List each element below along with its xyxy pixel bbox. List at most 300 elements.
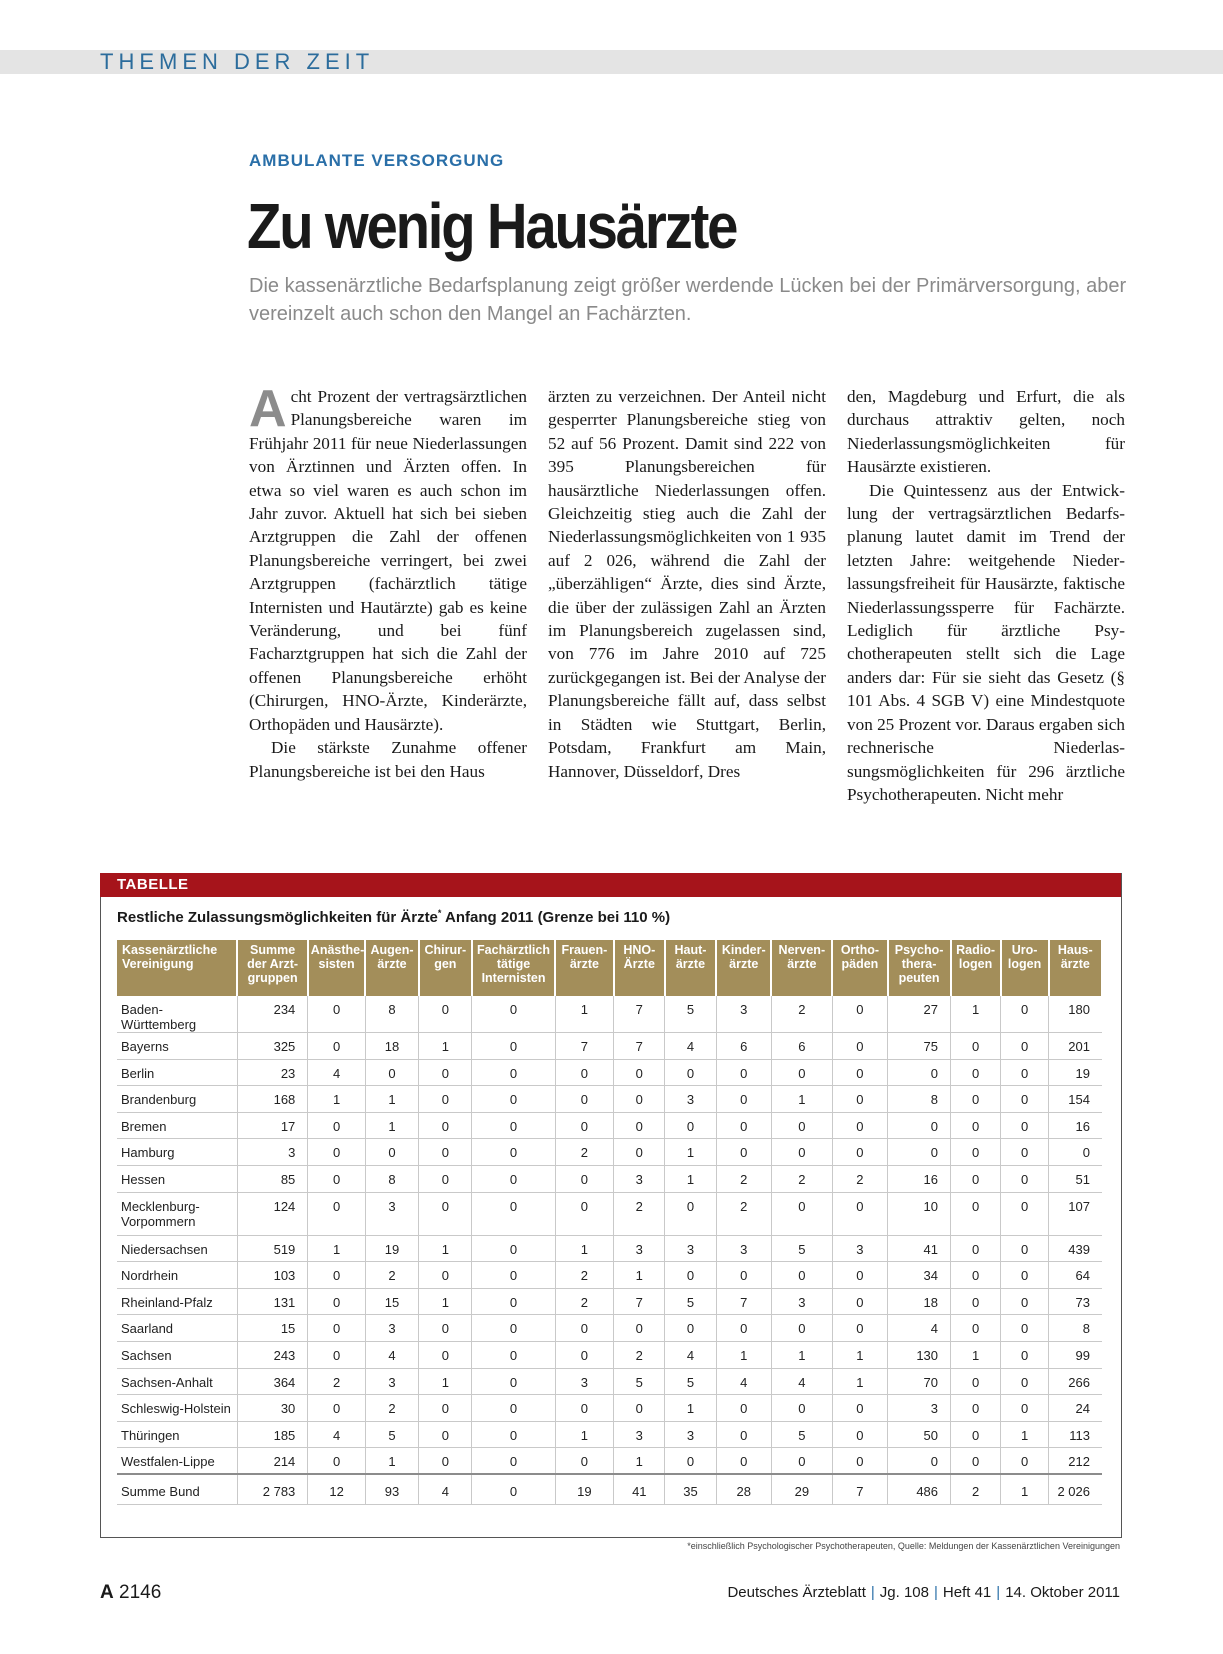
table-cell: 0 (472, 1235, 555, 1262)
table-cell: 168 (237, 1086, 307, 1113)
data-table (117, 940, 1103, 1505)
table-cell: 0 (472, 1474, 555, 1504)
table-cell: 28 (716, 1474, 771, 1504)
table-cell: 0 (472, 1033, 555, 1060)
table-cell: 0 (614, 1112, 665, 1139)
table-cell: 5 (771, 1235, 832, 1262)
table-cell: 0 (555, 1059, 614, 1086)
table-cell: 0 (1001, 1368, 1049, 1395)
table-cell: 3 (365, 1368, 418, 1395)
table-cell: 1 (419, 1368, 472, 1395)
table-cell: 0 (832, 1262, 887, 1289)
table-cell: 234 (237, 996, 307, 1033)
table-cell: 8 (1049, 1315, 1102, 1342)
table-cell: 0 (472, 1288, 555, 1315)
table-cell: 1 (555, 1235, 614, 1262)
table-cell: 212 (1049, 1448, 1102, 1475)
table-cell: 16 (1049, 1112, 1102, 1139)
table-body (117, 996, 1102, 1504)
table-cell: 0 (308, 1262, 366, 1289)
table-cell: 1 (665, 1165, 716, 1192)
table-cell: 2 (365, 1395, 418, 1422)
dropcap: A (249, 380, 287, 438)
table-cell: 1 (1001, 1421, 1049, 1448)
table-cell: 0 (419, 1262, 472, 1289)
table-cell: 0 (832, 1086, 887, 1113)
table-cell: 5 (665, 1368, 716, 1395)
row-label: Sachsen-Anhalt (117, 1368, 237, 1395)
row-label: Sachsen (117, 1341, 237, 1368)
table-cell: 0 (472, 1368, 555, 1395)
table-cell: 0 (1001, 1341, 1049, 1368)
table-cell: 0 (1001, 1033, 1049, 1060)
table-cell: 0 (308, 996, 366, 1033)
table-cell: 325 (237, 1033, 307, 1060)
table-cell: 70 (888, 1368, 951, 1395)
table-row (117, 1192, 1102, 1235)
table-cell: 10 (888, 1192, 951, 1235)
table-cell: 1 (614, 1262, 665, 1289)
table-cell: 34 (888, 1262, 951, 1289)
table-cell: 4 (419, 1474, 472, 1504)
table-cell: 0 (888, 1139, 951, 1166)
body-column-1 (249, 380, 527, 783)
table-header-row (117, 940, 1102, 996)
row-label: Hessen (117, 1165, 237, 1192)
table-cell: 1 (832, 1368, 887, 1395)
journal-info: Deutsches Ärzteblatt | Jg. 108 | Heft 41 | 14. Oktober 2011 (727, 1584, 1120, 1601)
table-row (117, 1059, 1102, 1086)
table-cell: 5 (665, 1288, 716, 1315)
row-label: Hamburg (117, 1139, 237, 1166)
table-cell: 1 (419, 1235, 472, 1262)
table-cell: 18 (888, 1288, 951, 1315)
table-cell: 0 (665, 1192, 716, 1235)
table-cell: 1 (614, 1448, 665, 1475)
paragraph: den, Magdeburg und Erfurt, die als durchaus attraktiv gelten, noch Niederlassungsmöglichkeiten für Hausärzte existieren. (847, 387, 1125, 477)
row-label: Mecklenburg-Vorpommern (117, 1192, 237, 1235)
table-cell: 4 (771, 1368, 832, 1395)
table-cell: 266 (1049, 1368, 1102, 1395)
table-row (117, 1315, 1102, 1342)
table-cell: 8 (888, 1086, 951, 1113)
table-footnote: *einschließlich Psychologischer Psychotherapeuten, Quelle: Meldungen der Kassenärztlichen Vereinigungen (687, 1541, 1120, 1551)
table-cell: 1 (365, 1112, 418, 1139)
table-cell: 2 (614, 1192, 665, 1235)
table-cell: 0 (1001, 1086, 1049, 1113)
table-cell: 8 (365, 1165, 418, 1192)
table-cell: 3 (771, 1288, 832, 1315)
table-cell: 7 (832, 1474, 887, 1504)
table-cell: 0 (1001, 1139, 1049, 1166)
table-cell: 154 (1049, 1086, 1102, 1113)
kicker: AMBULANTE VERSORGUNG (249, 151, 505, 170)
table-cell: 0 (365, 1139, 418, 1166)
page-number (100, 1582, 161, 1604)
table-cell: 2 (365, 1262, 418, 1289)
row-label: Westfalen-Lippe (117, 1448, 237, 1475)
table-cell: 5 (614, 1368, 665, 1395)
table-cell: 0 (951, 1262, 1001, 1289)
table-cell: 0 (308, 1448, 366, 1475)
table-cell: 4 (888, 1315, 951, 1342)
table-cell: 35 (665, 1474, 716, 1504)
row-label: Niedersachsen (117, 1235, 237, 1262)
table-cell: 1 (951, 1341, 1001, 1368)
table-cell: 0 (472, 1315, 555, 1342)
table-row (117, 1033, 1102, 1060)
table-cell: 6 (716, 1033, 771, 1060)
row-label: Bayerns (117, 1033, 237, 1060)
table-cell: 0 (951, 1315, 1001, 1342)
table-cell: 0 (665, 1315, 716, 1342)
body-column-3 (847, 385, 1125, 806)
table-cell: 64 (1049, 1262, 1102, 1289)
table-cell: 0 (419, 1341, 472, 1368)
row-label: Bremen (117, 1112, 237, 1139)
table-cell: 0 (308, 1315, 366, 1342)
table-cell: 1 (716, 1341, 771, 1368)
table-caption (117, 908, 670, 926)
table-cell: 2 (308, 1368, 366, 1395)
table-cell: 0 (1001, 1235, 1049, 1262)
table-cell: 73 (1049, 1288, 1102, 1315)
table-row (117, 1368, 1102, 1395)
table-cell: 0 (472, 1421, 555, 1448)
table-cell: 0 (555, 1086, 614, 1113)
column-header: Radiologen (951, 940, 1001, 996)
table-cell: 3 (365, 1192, 418, 1235)
table-cell: 0 (365, 1059, 418, 1086)
table-cell: 107 (1049, 1192, 1102, 1235)
table-cell: 0 (716, 1262, 771, 1289)
column-header: Nervenärzte (771, 940, 832, 996)
table-cell: 0 (419, 1112, 472, 1139)
table-cell: 0 (951, 1086, 1001, 1113)
table-cell: 0 (419, 1315, 472, 1342)
table-cell: 0 (614, 1059, 665, 1086)
table-cell: 18 (365, 1033, 418, 1060)
table-cell: 2 (832, 1165, 887, 1192)
table-cell: 0 (832, 996, 887, 1033)
table-cell: 0 (951, 1059, 1001, 1086)
table-cell: 0 (555, 1448, 614, 1475)
table-cell: 19 (555, 1474, 614, 1504)
table-cell: 41 (888, 1235, 951, 1262)
folio-prefix: A (100, 1582, 114, 1603)
table-cell: 1 (308, 1086, 366, 1113)
table-cell: 0 (665, 1448, 716, 1475)
table-cell: 0 (308, 1033, 366, 1060)
table-cell: 0 (771, 1112, 832, 1139)
table-cell: 0 (951, 1033, 1001, 1060)
table-cell: 0 (832, 1448, 887, 1475)
table-cell: 4 (665, 1341, 716, 1368)
table-cell: 0 (888, 1112, 951, 1139)
row-label: Berlin (117, 1059, 237, 1086)
table-cell: 0 (771, 1315, 832, 1342)
table-cell: 0 (951, 1288, 1001, 1315)
column-header: Anästhesisten (308, 940, 366, 996)
table-cell: 1 (832, 1341, 887, 1368)
table-row (117, 1341, 1102, 1368)
table-label-bar (100, 873, 1121, 897)
table-cell: 3 (614, 1165, 665, 1192)
table-row (117, 1288, 1102, 1315)
table-cell: 30 (237, 1395, 307, 1422)
table-cell: 439 (1049, 1235, 1102, 1262)
table-cell: 0 (419, 1192, 472, 1235)
table-cell: 0 (665, 1059, 716, 1086)
table-cell: 2 026 (1049, 1474, 1102, 1504)
table-cell: 214 (237, 1448, 307, 1475)
table-cell: 2 (555, 1288, 614, 1315)
page-title: Zu wenig Hausärzte (247, 190, 737, 262)
table-cell: 0 (555, 1315, 614, 1342)
table-cell: 0 (308, 1192, 366, 1235)
table-cell: 0 (951, 1139, 1001, 1166)
table-cell: 0 (716, 1395, 771, 1422)
column-header: Fachärztlich tätige Internisten (472, 940, 555, 996)
table-cell: 0 (951, 1395, 1001, 1422)
table-row (117, 1421, 1102, 1448)
table-cell: 0 (472, 1192, 555, 1235)
table-cell: 1 (555, 1421, 614, 1448)
table-cell: 0 (888, 1448, 951, 1475)
table-cell: 0 (472, 996, 555, 1033)
table-cell: 27 (888, 996, 951, 1033)
table-cell: 0 (308, 1165, 366, 1192)
table-cell: 0 (614, 1086, 665, 1113)
table-cell: 0 (1001, 1262, 1049, 1289)
table-cell: 130 (888, 1341, 951, 1368)
table-cell: 1 (365, 1086, 418, 1113)
table-cell: 0 (614, 1315, 665, 1342)
table-cell: 4 (308, 1421, 366, 1448)
table-cell: 0 (1001, 996, 1049, 1033)
table-cell: 3 (665, 1086, 716, 1113)
table-cell: 7 (614, 1288, 665, 1315)
column-header: Kassenärztliche Vereinigung (117, 940, 237, 996)
column-header: Augenärzte (365, 940, 418, 996)
row-label: Rheinland-Pfalz (117, 1288, 237, 1315)
table-cell: 17 (237, 1112, 307, 1139)
table-cell: 3 (555, 1368, 614, 1395)
table-cell: 0 (614, 1139, 665, 1166)
table-cell: 0 (951, 1368, 1001, 1395)
column-header: Chirurgen (419, 940, 472, 996)
table-cell: 0 (308, 1288, 366, 1315)
table-cell: 0 (1001, 1288, 1049, 1315)
paragraph: ärzten zu verzeichnen. Der Anteil nicht gesperrter Planungsbereiche stieg von 52 auf 56 Prozent. Damit sind 222 von 395 Planungsbereichen für hausärztliche Niederlassungen offen. Gleichzeitig stieg auch die Zahl der Niederlassungsmöglichkeiten von 1 935 auf 2 026, während die Zahl der „überzähligen“ Ärzte, dies sind Ärzte, die über der zulässigen Zahl an Ärzten im Planungsbereich zugelassen sind, von 776 im Jahre 2010 auf 725 zurückgegangen ist. Bei der Analyse der Planungsbereiche fällt auf, dass selbst in Städten wie Stuttgart, Berlin, Potsdam, Frankfurt am Main, Hannover, Düsseldorf, Dres (548, 387, 826, 781)
journal-issue: Heft 41 (942, 1584, 992, 1601)
table-cell: 6 (771, 1033, 832, 1060)
table-cell: 180 (1049, 996, 1102, 1033)
table-cell: 3 (716, 996, 771, 1033)
column-header: Frauenärzte (555, 940, 614, 996)
table-cell: 0 (614, 1395, 665, 1422)
table-cell: 15 (365, 1288, 418, 1315)
table-cell: 4 (716, 1368, 771, 1395)
table-cell: 0 (308, 1112, 366, 1139)
table-row (117, 1112, 1102, 1139)
table-cell: 0 (771, 1448, 832, 1475)
table-cell: 0 (951, 1112, 1001, 1139)
table-cell: 113 (1049, 1421, 1102, 1448)
table-cell: 3 (832, 1235, 887, 1262)
paragraph: Die stärkste Zunahme offener Planungsbereiche ist bei den Haus (249, 738, 527, 781)
table-cell: 15 (237, 1315, 307, 1342)
paragraph: Die Quintessenz aus der Entwicklung der vertragsärztlichen Bedarfsplanung lautet damit im Trend der letzten Jahre: weitgehende Niederlassungsfreiheit für Hausärzte, faktische Niederlassungssperre für Fachärzte. Lediglich für ärztliche Psychotherapeuten stellt sich die Lage anders dar: Für sie sieht das Gesetz (§ 101 Abs. 4 SGB V) eine Mindestquote von 25 Prozent vor. Daraus ergaben sich rechnerische Niederlassungsmöglichkeiten für 296 ärztliche Psychotherapeuten. Nicht mehr (847, 480, 1125, 804)
table-cell: 0 (716, 1139, 771, 1166)
table-cell: 3 (614, 1235, 665, 1262)
table-cell: 12 (308, 1474, 366, 1504)
paragraph-text: cht Prozent der vertragsärztlichen Planungsbereiche waren im Frühjahr 2011 für neue Niederlassungen von Ärztinnen und Ärzten offen. In etwa so viel waren es auch schon im Jahr zuvor. Aktuell hat sich bei sieben Arztgruppen die Zahl der offenen Planungsbereiche verringert, bei zwei Arztgruppen (fachärztlich tätige Internisten und Hautärzte) gab es keine Veränderung, und bei fünf Facharztgruppen hat sich die Zahl der offenen Planungsbereiche erhöht (Chirurgen, HNO-Ärzte, Kinderärzte, Orthopäden und Hausärzte). (249, 387, 527, 734)
table-row (117, 996, 1102, 1033)
table-cell: 2 (614, 1341, 665, 1368)
table-cell: 0 (832, 1288, 887, 1315)
table-cell: 0 (1001, 1395, 1049, 1422)
table-cell: 7 (716, 1288, 771, 1315)
table-cell: 0 (308, 1139, 366, 1166)
column-header: Hausärzte (1049, 940, 1102, 996)
table-cell: 0 (1001, 1165, 1049, 1192)
column-header: HNO-Ärzte (614, 940, 665, 996)
caption-text: Restliche Zulassungsmöglichkeiten für Ärzte (117, 909, 438, 926)
table-cell: 75 (888, 1033, 951, 1060)
table-cell: 0 (832, 1059, 887, 1086)
table-cell: 3 (716, 1235, 771, 1262)
paragraph (249, 380, 527, 736)
table-cell: 0 (555, 1341, 614, 1368)
table-cell: 0 (419, 1165, 472, 1192)
table-cell: 486 (888, 1474, 951, 1504)
table-cell: 1 (419, 1288, 472, 1315)
column-header: Kinderärzte (716, 940, 771, 996)
table-cell: 0 (832, 1395, 887, 1422)
caption-footnote-mark: * (437, 908, 442, 918)
table-cell: 2 (555, 1139, 614, 1166)
column-header: Urologen (1001, 940, 1049, 996)
table-cell: 0 (419, 1421, 472, 1448)
table-cell: 93 (365, 1474, 418, 1504)
table-cell: 3 (665, 1421, 716, 1448)
table-cell: 0 (308, 1395, 366, 1422)
table-cell: 23 (237, 1059, 307, 1086)
table-cell: 4 (365, 1341, 418, 1368)
table-row (117, 1235, 1102, 1262)
table-cell: 364 (237, 1368, 307, 1395)
table-cell: 0 (1001, 1315, 1049, 1342)
body-column-2 (548, 385, 826, 783)
table-row (117, 1448, 1102, 1475)
table-cell: 519 (237, 1235, 307, 1262)
table-cell: 0 (832, 1315, 887, 1342)
table-cell: 1 (951, 996, 1001, 1033)
table-cell: 0 (832, 1192, 887, 1235)
column-header: Orthopäden (832, 940, 887, 996)
table-cell: 5 (771, 1421, 832, 1448)
column-header: Hautärzte (665, 940, 716, 996)
table-cell: 0 (472, 1086, 555, 1113)
table-cell: 51 (1049, 1165, 1102, 1192)
table-cell: 16 (888, 1165, 951, 1192)
table-cell: 1 (1001, 1474, 1049, 1504)
table-cell: 3 (237, 1139, 307, 1166)
table-cell: 0 (555, 1165, 614, 1192)
table-cell: 0 (472, 1395, 555, 1422)
table-cell: 0 (951, 1421, 1001, 1448)
table-cell: 0 (1001, 1059, 1049, 1086)
caption-text-suffix: Anfang 2011 (Grenze bei 110 %) (441, 909, 671, 926)
table-cell: 0 (771, 1059, 832, 1086)
table-cell: 3 (665, 1235, 716, 1262)
folio-page: 2146 (119, 1582, 162, 1603)
table-cell: 1 (419, 1033, 472, 1060)
lead-text: Die kassenärztliche Bedarfsplanung zeigt größer werdende Lücken bei der Primärversorgung, aber vereinzelt auch schon den Mangel an Fachärzten. (249, 275, 1127, 325)
journal-date: 14. Oktober 2011 (1005, 1584, 1120, 1601)
row-label: Brandenburg (117, 1086, 237, 1113)
table-cell: 0 (771, 1192, 832, 1235)
table-cell: 1 (555, 996, 614, 1033)
table-cell: 1 (771, 1086, 832, 1113)
table-row (117, 1139, 1102, 1166)
table-cell: 0 (1001, 1448, 1049, 1475)
table-cell: 0 (665, 1112, 716, 1139)
table-row (117, 1165, 1102, 1192)
table-cell: 1 (665, 1395, 716, 1422)
table-cell: 1 (365, 1448, 418, 1475)
table-cell: 2 (555, 1262, 614, 1289)
table-cell: 0 (716, 1421, 771, 1448)
table-cell: 2 (771, 1165, 832, 1192)
table-cell: 0 (888, 1059, 951, 1086)
table-cell: 0 (419, 996, 472, 1033)
table-cell: 2 (771, 996, 832, 1033)
table-cell: 0 (472, 1448, 555, 1475)
table-cell: 0 (716, 1112, 771, 1139)
table-cell: 201 (1049, 1033, 1102, 1060)
table-cell: 0 (951, 1448, 1001, 1475)
table-cell: 0 (472, 1059, 555, 1086)
section-label: THEMEN DER ZEIT (100, 49, 375, 74)
table-cell: 4 (308, 1059, 366, 1086)
table-cell: 0 (832, 1033, 887, 1060)
row-label: Summe Bund (117, 1474, 237, 1504)
table-cell: 5 (665, 996, 716, 1033)
table-cell: 0 (1001, 1112, 1049, 1139)
table-cell: 1 (308, 1235, 366, 1262)
table-cell: 124 (237, 1192, 307, 1235)
table-cell: 0 (951, 1192, 1001, 1235)
table-cell: 0 (771, 1395, 832, 1422)
table-cell: 0 (472, 1165, 555, 1192)
table-cell: 0 (832, 1112, 887, 1139)
table-cell: 0 (1049, 1139, 1102, 1166)
table-cell: 0 (472, 1112, 555, 1139)
table-cell: 0 (771, 1139, 832, 1166)
table-cell: 0 (419, 1139, 472, 1166)
table-cell: 0 (665, 1262, 716, 1289)
column-header: Summe der Arztgruppen (237, 940, 307, 996)
journal-volume: Jg. 108 (879, 1584, 929, 1601)
table-cell: 85 (237, 1165, 307, 1192)
table-cell: 24 (1049, 1395, 1102, 1422)
table-row (117, 1086, 1102, 1113)
table-cell: 0 (555, 1192, 614, 1235)
table-cell: 0 (419, 1448, 472, 1475)
table-cell: 0 (716, 1059, 771, 1086)
